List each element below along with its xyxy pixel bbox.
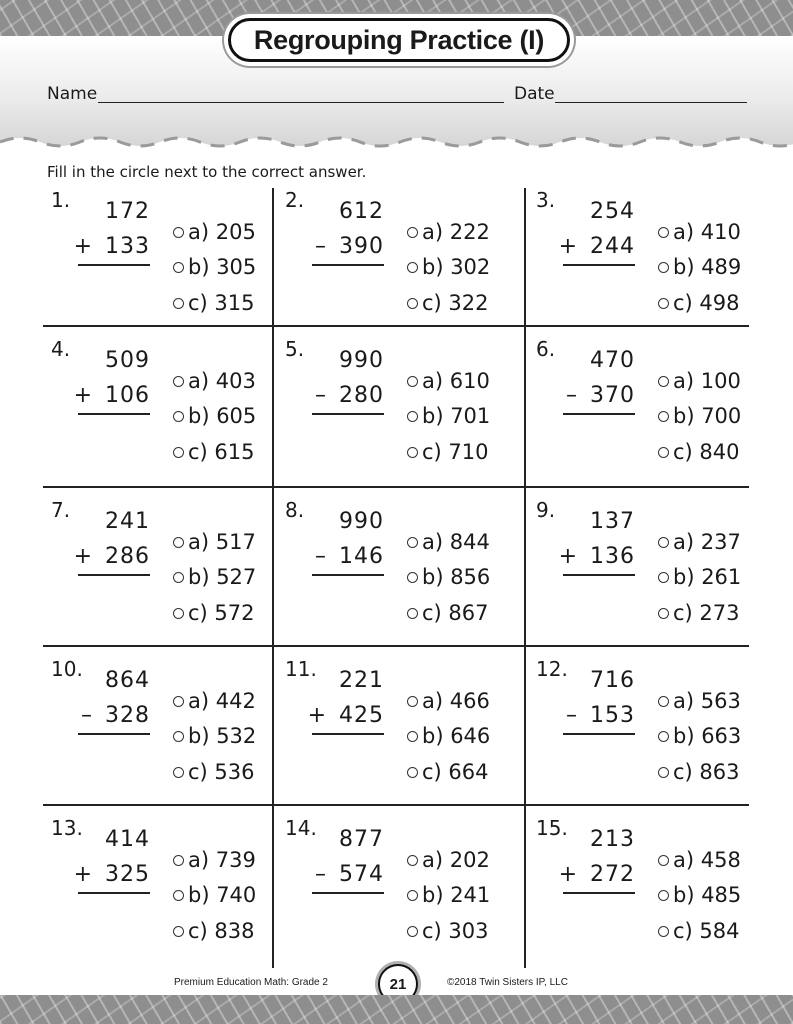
- answer-choice-a[interactable]: [658, 848, 741, 872]
- answer-choice-label: c) 615: [188, 440, 255, 464]
- answer-choice-c[interactable]: [658, 440, 740, 464]
- top-operand: 241: [105, 509, 150, 534]
- top-operand: 877: [339, 827, 384, 852]
- sum-line: [563, 264, 635, 266]
- answer-choice-label: c) 315: [188, 291, 255, 315]
- answer-choice-label: a) 442: [188, 689, 256, 713]
- answer-bubble-icon[interactable]: [658, 608, 669, 619]
- bottom-operand: 244: [590, 234, 635, 259]
- grid-divider: [524, 188, 526, 968]
- bottom-operand: 146: [339, 544, 384, 569]
- answer-choice-label: a) 202: [422, 848, 490, 872]
- answer-choice-label: a) 610: [422, 369, 490, 393]
- answer-choice-label: a) 403: [188, 369, 256, 393]
- problem-cell: [45, 492, 280, 648]
- footer-book-title: Premium Education Math: Grade 2: [174, 977, 328, 988]
- answer-bubble-icon[interactable]: [407, 298, 418, 309]
- answer-choice-a[interactable]: [407, 530, 490, 554]
- sum-line: [563, 733, 635, 735]
- bottom-operand: 133: [105, 234, 150, 259]
- answer-bubble-icon[interactable]: [407, 262, 418, 273]
- bottom-operand-row: [566, 383, 635, 408]
- operator-sign: –: [566, 703, 578, 728]
- answer-choice-label: c) 838: [188, 919, 255, 943]
- bottom-operand: 390: [339, 234, 384, 259]
- problem-number: 10.: [51, 657, 83, 681]
- answer-choice-b[interactable]: [407, 883, 490, 907]
- answer-bubble-icon[interactable]: [173, 262, 184, 273]
- answer-choice-a[interactable]: [658, 369, 741, 393]
- answer-choice-a[interactable]: [173, 530, 256, 554]
- answer-bubble-icon[interactable]: [658, 537, 669, 548]
- answer-choice-label: a) 844: [422, 530, 490, 554]
- answer-choice-label: b) 302: [422, 255, 491, 279]
- answer-bubble-icon[interactable]: [658, 376, 669, 387]
- answer-choice-b[interactable]: [658, 565, 741, 589]
- bottom-operand-row: [308, 703, 384, 728]
- operator-sign: +: [73, 544, 93, 569]
- answer-choice-b[interactable]: [658, 404, 741, 428]
- bottom-operand-row: [315, 234, 384, 259]
- answer-choice-label: c) 840: [673, 440, 740, 464]
- answer-bubble-icon[interactable]: [407, 411, 418, 422]
- answer-choice-b[interactable]: [407, 255, 490, 279]
- answer-choice-label: b) 261: [673, 565, 742, 589]
- answer-bubble-icon[interactable]: [407, 227, 418, 238]
- answer-choice-c[interactable]: [658, 919, 740, 943]
- answer-bubble-icon[interactable]: [173, 767, 184, 778]
- answer-choice-b[interactable]: [658, 724, 741, 748]
- sum-line: [78, 574, 150, 576]
- answer-choice-c[interactable]: [407, 291, 489, 315]
- answer-choice-label: b) 701: [422, 404, 491, 428]
- answer-choice-label: a) 205: [188, 220, 256, 244]
- answer-choice-label: c) 498: [673, 291, 740, 315]
- answer-bubble-icon[interactable]: [407, 926, 418, 937]
- top-operand: 509: [105, 348, 150, 373]
- answer-bubble-icon[interactable]: [407, 537, 418, 548]
- bottom-operand-row: [74, 234, 150, 259]
- sum-line: [312, 892, 384, 894]
- problem-cell: [45, 651, 280, 807]
- sum-line: [563, 413, 635, 415]
- operator-sign: +: [558, 544, 578, 569]
- sum-line: [312, 413, 384, 415]
- problem-number: 14.: [285, 816, 317, 840]
- operator-sign: –: [315, 234, 327, 259]
- answer-choice-c[interactable]: [407, 760, 489, 784]
- answer-choice-label: a) 458: [673, 848, 741, 872]
- operator-sign: –: [315, 383, 327, 408]
- bottom-operand: 286: [105, 544, 150, 569]
- answer-choice-b[interactable]: [658, 255, 741, 279]
- answer-choice-label: a) 410: [673, 220, 741, 244]
- answer-choice-c[interactable]: [407, 440, 489, 464]
- answer-choice-a[interactable]: [658, 530, 741, 554]
- bottom-operand: 136: [590, 544, 635, 569]
- answer-choice-a[interactable]: [173, 689, 256, 713]
- answer-bubble-icon[interactable]: [407, 855, 418, 866]
- sum-line: [563, 574, 635, 576]
- operator-sign: +: [558, 862, 578, 887]
- answer-choice-label: b) 527: [188, 565, 257, 589]
- answer-choice-label: b) 663: [673, 724, 742, 748]
- operator-sign: +: [307, 703, 327, 728]
- top-operand: 213: [590, 827, 635, 852]
- problem-grid: [43, 188, 749, 968]
- answer-bubble-icon[interactable]: [407, 731, 418, 742]
- problem-cell: [530, 651, 765, 807]
- answer-choice-label: b) 856: [422, 565, 491, 589]
- answer-choice-label: a) 739: [188, 848, 256, 872]
- top-operand: 612: [339, 199, 384, 224]
- bottom-decorative-band: [0, 995, 793, 1024]
- answer-choice-b[interactable]: [407, 404, 490, 428]
- bottom-operand: 325: [105, 862, 150, 887]
- name-label: Name: [47, 84, 98, 104]
- answer-bubble-icon[interactable]: [407, 376, 418, 387]
- top-operand: 990: [339, 509, 384, 534]
- problem-number: 11.: [285, 657, 317, 681]
- answer-bubble-icon[interactable]: [173, 537, 184, 548]
- answer-choice-label: c) 572: [188, 601, 255, 625]
- answer-choice-label: c) 322: [422, 291, 489, 315]
- answer-choice-label: c) 867: [422, 601, 489, 625]
- answer-bubble-icon[interactable]: [658, 298, 669, 309]
- answer-choice-label: c) 664: [422, 760, 489, 784]
- answer-choice-b[interactable]: [407, 724, 490, 748]
- bottom-operand-row: [559, 862, 635, 887]
- bottom-operand-row: [559, 544, 635, 569]
- bottom-operand-row: [74, 544, 150, 569]
- answer-bubble-icon[interactable]: [173, 572, 184, 583]
- page-number: 21: [378, 964, 418, 1004]
- answer-choice-label: b) 532: [188, 724, 257, 748]
- bottom-operand-row: [559, 234, 635, 259]
- answer-choice-a[interactable]: [407, 689, 490, 713]
- answer-bubble-icon[interactable]: [407, 890, 418, 901]
- operator-sign: –: [81, 703, 93, 728]
- answer-choice-label: c) 863: [673, 760, 740, 784]
- problem-cell: [530, 810, 765, 966]
- footer-copyright: ©2018 Twin Sisters IP, LLC: [447, 977, 568, 988]
- answer-bubble-icon[interactable]: [173, 855, 184, 866]
- date-label: Date: [514, 84, 555, 104]
- sum-line: [78, 413, 150, 415]
- answer-choice-label: c) 273: [673, 601, 740, 625]
- problem-cell: [45, 331, 280, 487]
- answer-bubble-icon[interactable]: [407, 447, 418, 458]
- bottom-operand-row: [315, 862, 384, 887]
- answer-bubble-icon[interactable]: [658, 227, 669, 238]
- problem-number: 4.: [51, 337, 71, 361]
- top-operand: 414: [105, 827, 150, 852]
- answer-bubble-icon[interactable]: [407, 696, 418, 707]
- answer-choice-label: b) 605: [188, 404, 257, 428]
- top-operand: 716: [590, 668, 635, 693]
- sum-line: [563, 892, 635, 894]
- answer-choice-b[interactable]: [173, 883, 256, 907]
- answer-choice-label: b) 485: [673, 883, 742, 907]
- answer-choice-a[interactable]: [407, 369, 490, 393]
- problem-number: 5.: [285, 337, 305, 361]
- bottom-operand: 328: [105, 703, 150, 728]
- bottom-operand: 106: [105, 383, 150, 408]
- answer-choice-label: b) 489: [673, 255, 742, 279]
- answer-choice-c[interactable]: [407, 601, 489, 625]
- sum-line: [78, 892, 150, 894]
- bottom-operand-row: [81, 703, 150, 728]
- answer-bubble-icon[interactable]: [173, 411, 184, 422]
- bottom-operand-row: [566, 703, 635, 728]
- problem-number: 8.: [285, 498, 305, 522]
- top-operand: 172: [105, 199, 150, 224]
- answer-bubble-icon[interactable]: [658, 262, 669, 273]
- bottom-operand: 425: [339, 703, 384, 728]
- answer-choice-b[interactable]: [173, 404, 256, 428]
- problem-cell: [279, 182, 514, 338]
- answer-choice-b[interactable]: [173, 565, 256, 589]
- answer-bubble-icon[interactable]: [173, 376, 184, 387]
- problem-number: 7.: [51, 498, 71, 522]
- answer-bubble-icon[interactable]: [407, 608, 418, 619]
- answer-choice-b[interactable]: [173, 724, 256, 748]
- answer-bubble-icon[interactable]: [173, 227, 184, 238]
- problem-number: 9.: [536, 498, 556, 522]
- answer-choice-label: b) 241: [422, 883, 491, 907]
- operator-sign: +: [73, 234, 93, 259]
- answer-choice-c[interactable]: [173, 919, 255, 943]
- answer-bubble-icon[interactable]: [407, 767, 418, 778]
- operator-sign: +: [73, 383, 93, 408]
- answer-bubble-icon[interactable]: [173, 890, 184, 901]
- answer-bubble-icon[interactable]: [173, 298, 184, 309]
- answer-choice-label: a) 517: [188, 530, 256, 554]
- sum-line: [78, 733, 150, 735]
- answer-bubble-icon[interactable]: [658, 890, 669, 901]
- answer-choice-label: a) 466: [422, 689, 490, 713]
- bottom-operand: 370: [590, 383, 635, 408]
- operator-sign: +: [73, 862, 93, 887]
- answer-bubble-icon[interactable]: [173, 926, 184, 937]
- bottom-operand: 280: [339, 383, 384, 408]
- answer-choice-b[interactable]: [658, 883, 741, 907]
- bottom-operand: 153: [590, 703, 635, 728]
- answer-choice-b[interactable]: [173, 255, 256, 279]
- answer-choice-label: b) 305: [188, 255, 257, 279]
- bottom-operand-row: [315, 383, 384, 408]
- answer-choice-c[interactable]: [658, 760, 740, 784]
- sum-line: [312, 733, 384, 735]
- problem-cell: [530, 331, 765, 487]
- instructions: Fill in the circle next to the correct answer.: [47, 163, 367, 181]
- operator-sign: +: [558, 234, 578, 259]
- problem-cell: [45, 182, 280, 338]
- answer-choice-label: b) 740: [188, 883, 257, 907]
- answer-bubble-icon[interactable]: [658, 411, 669, 422]
- sum-line: [312, 264, 384, 266]
- problem-cell: [530, 182, 765, 338]
- answer-bubble-icon[interactable]: [173, 447, 184, 458]
- answer-choice-label: b) 646: [422, 724, 491, 748]
- answer-choice-c[interactable]: [173, 760, 255, 784]
- top-operand: 990: [339, 348, 384, 373]
- problem-number: 1.: [51, 188, 71, 212]
- answer-bubble-icon[interactable]: [658, 855, 669, 866]
- problem-number: 6.: [536, 337, 556, 361]
- bottom-operand-row: [74, 862, 150, 887]
- answer-choice-c[interactable]: [173, 601, 255, 625]
- problem-cell: [279, 810, 514, 966]
- top-operand: 137: [590, 509, 635, 534]
- answer-choice-c[interactable]: [658, 601, 740, 625]
- problem-cell: [279, 651, 514, 807]
- answer-choice-a[interactable]: [658, 220, 741, 244]
- top-operand: 864: [105, 668, 150, 693]
- answer-bubble-icon[interactable]: [173, 731, 184, 742]
- answer-choice-a[interactable]: [173, 848, 256, 872]
- answer-bubble-icon[interactable]: [658, 572, 669, 583]
- top-operand: 470: [590, 348, 635, 373]
- problem-cell: [279, 492, 514, 648]
- top-operand: 221: [339, 668, 384, 693]
- wavy-dashed-divider: [0, 128, 793, 160]
- operator-sign: –: [566, 383, 578, 408]
- answer-choice-a[interactable]: [407, 220, 490, 244]
- bottom-operand-row: [74, 383, 150, 408]
- answer-bubble-icon[interactable]: [658, 731, 669, 742]
- answer-choice-c[interactable]: [407, 919, 489, 943]
- answer-bubble-icon[interactable]: [658, 696, 669, 707]
- problem-cell: [279, 331, 514, 487]
- answer-bubble-icon[interactable]: [658, 926, 669, 937]
- top-operand: 254: [590, 199, 635, 224]
- answer-choice-a[interactable]: [173, 369, 256, 393]
- bottom-operand: 272: [590, 862, 635, 887]
- answer-choice-label: a) 563: [673, 689, 741, 713]
- name-field[interactable]: [98, 102, 504, 103]
- problem-number: 12.: [536, 657, 568, 681]
- answer-choice-label: c) 710: [422, 440, 489, 464]
- answer-bubble-icon[interactable]: [407, 572, 418, 583]
- date-field[interactable]: [555, 102, 747, 103]
- answer-choice-label: b) 700: [673, 404, 742, 428]
- answer-choice-c[interactable]: [658, 291, 740, 315]
- problem-cell: [530, 492, 765, 648]
- answer-bubble-icon[interactable]: [173, 696, 184, 707]
- answer-choice-c[interactable]: [173, 291, 255, 315]
- answer-bubble-icon[interactable]: [658, 767, 669, 778]
- answer-choice-label: a) 100: [673, 369, 741, 393]
- operator-sign: –: [315, 862, 327, 887]
- problem-number: 2.: [285, 188, 305, 212]
- answer-choice-label: c) 536: [188, 760, 255, 784]
- answer-bubble-icon[interactable]: [658, 447, 669, 458]
- answer-choice-label: c) 303: [422, 919, 489, 943]
- operator-sign: –: [315, 544, 327, 569]
- sum-line: [312, 574, 384, 576]
- problem-number: 15.: [536, 816, 568, 840]
- page-title: Regrouping Practice (I): [228, 18, 570, 62]
- answer-choice-b[interactable]: [407, 565, 490, 589]
- answer-choice-label: c) 584: [673, 919, 740, 943]
- answer-choice-a[interactable]: [173, 220, 256, 244]
- answer-choice-label: a) 222: [422, 220, 490, 244]
- answer-choice-a[interactable]: [407, 848, 490, 872]
- bottom-operand-row: [315, 544, 384, 569]
- problem-cell: [45, 810, 280, 966]
- sum-line: [78, 264, 150, 266]
- problem-number: 3.: [536, 188, 556, 212]
- answer-bubble-icon[interactable]: [173, 608, 184, 619]
- answer-choice-label: a) 237: [673, 530, 741, 554]
- answer-choice-a[interactable]: [658, 689, 741, 713]
- bottom-operand: 574: [339, 862, 384, 887]
- answer-choice-c[interactable]: [173, 440, 255, 464]
- problem-number: 13.: [51, 816, 83, 840]
